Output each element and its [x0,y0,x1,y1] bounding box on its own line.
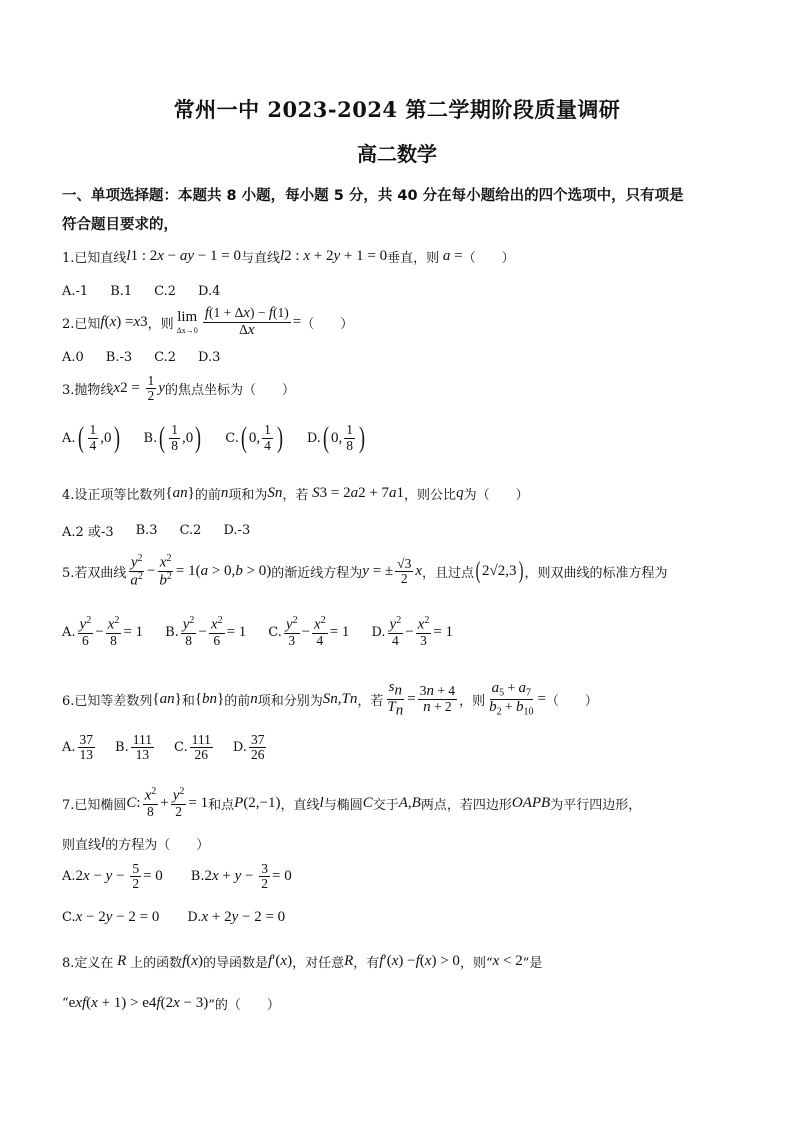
option-c[interactable]: C. $\frac{111}{26}$ [173,732,211,763]
option-a[interactable]: A.2 或-3 [62,525,114,540]
question-3-options [62,421,389,455]
question-3: 3.抛物线 x 2 = $\frac{1}{2}$ y 的焦点坐标为（ ） [62,373,295,404]
question-7-options-ab [62,862,314,891]
option-b[interactable]: B. $\frac{111}{13}$ [115,732,152,763]
option-a[interactable]: A.-1 [62,284,89,299]
option-b[interactable]: B. 2 x + y − $\frac{3}{2}$ = 0 [190,861,292,892]
question-4-options [62,521,272,540]
option-d[interactable]: D. $\frac{y^2}{4}$ − $\frac{x^2}{3}$ = 1 [371,615,454,649]
question-7-line2: 则直线 l 的方程为（ ） [62,835,210,853]
option-a[interactable]: A.0 [62,350,84,365]
option-a[interactable]: A. $\frac{37}{13}$ [62,732,94,763]
option-a[interactable]: A. 2 x − y − $\frac{5}{2}$ = 0 [62,861,163,892]
option-d[interactable]: D.3 [198,350,221,365]
question-8: 8.定义在 R 上的函数 f ( x ) 的导函数是 f ′( x ) ，对任意 R ，有 f ′( x ) − f ( x ) > 0 ，则“ x < 2 ”是 [62,953,543,971]
option-d[interactable]: D.-3 [223,523,251,538]
question-8-line2: “ e x f ( x + 1) > e 4 f (2 x − 3) ”的（ ） [62,995,280,1013]
option-b[interactable]: B.3 [135,523,158,538]
option-d[interactable]: D. $\frac{37}{26}$ [232,732,265,763]
question-5-options [62,616,475,648]
option-c[interactable]: C. ( 0, $\frac{1}{4}$ ) [225,421,283,454]
question-1: 1.已知直线 l 1 : 2 x − ay − 1 = 0 与直线 l 2 : x + 2 y + 1 = 0 垂直，则 a = （ ） [62,248,515,266]
option-c[interactable]: C.2 [154,350,177,365]
option-a[interactable]: A. ( $\frac{1}{4}$ ,0 ) [62,421,120,454]
option-c[interactable]: C. $\frac{y^2}{3}$ − $\frac{x^2}{4}$ = 1 [268,615,350,649]
option-c[interactable]: C.2 [154,284,177,299]
option-c[interactable]: C. x − 2 y − 2 = 0 [62,909,160,925]
question-5: 5.若双曲线 $\frac{y^2}{a^2}$ − $\frac{x^2}{b^2}$ = 1( a > 0, b > 0) 的渐近线方程为 y = ± $\frac{√3}{2}$ x ，且过点 ( 2√2,3 ) ，则双曲线的标准方程为 [62,553,668,589]
option-d[interactable]: D.4 [198,284,221,299]
option-a[interactable]: A. $\frac{y^2}{6}$ − $\frac{x^2}{8}$ = 1 [62,615,144,649]
question-2: 2.已知 f ( x ) = x 3 ，则 lim Δx→0 $\frac{f(1 + \Delta x) - f(1)}{\Delta x}$ = （ ） [62,305,354,338]
option-b[interactable]: B.1 [110,284,133,299]
option-d[interactable]: D. x + 2 y − 2 = 0 [187,909,286,925]
question-2-options [62,350,242,365]
question-7-options-cd [62,909,307,926]
question-6: 6.已知等差数列 { a n } 和 { b n } 的前 n 项和分别为 S n , T n ，若 $\frac{s_n}{T_n}$ = $\frac{3n + 4}{n + 2}$ ，则 $\frac{a_5 + a_7}{b_2 + b_{10}}$ = （ ） [62,679,598,720]
option-b[interactable]: B.-3 [105,350,133,365]
question-6-options [62,733,290,762]
section-heading-line2: 符合题目要求的， [62,217,178,233]
option-b[interactable]: B. ( $\frac{1}{8}$ ,0 ) [143,421,202,454]
option-b[interactable]: B. $\frac{y^2}{8}$ − $\frac{x^2}{6}$ = 1 [165,615,247,649]
section-heading-line1: 一、单项选择题：本题共 8 小题，每小题 5 分，共 40 分在每小题给出的四个选项中，只有项是 [62,188,684,204]
page-subtitle: 高二数学 [357,142,437,166]
question-4: 4.设正项等比数列 { a n } 的前 n 项和为 S n ，若 S 3 = 2 a 2 + 7 a 1 ，则公比 q 为（ ） [62,485,529,503]
question-1-options [62,284,242,299]
page-title: 常州一中 2023-2024 第二学期阶段质量调研 [173,97,621,122]
question-7: 7.已知椭圆 C : $\frac{x^2}{8}$ + $\frac{y^2}{2}$ = 1 和点 P (2,−1) ，直线 l 与椭圆 C 交于 A , B 两点，若四边形 OAPB 为平行四边形， [62,786,642,820]
option-c[interactable]: C.2 [179,523,202,538]
option-d[interactable]: D. ( 0, $\frac{1}{8}$ ) [306,421,365,454]
